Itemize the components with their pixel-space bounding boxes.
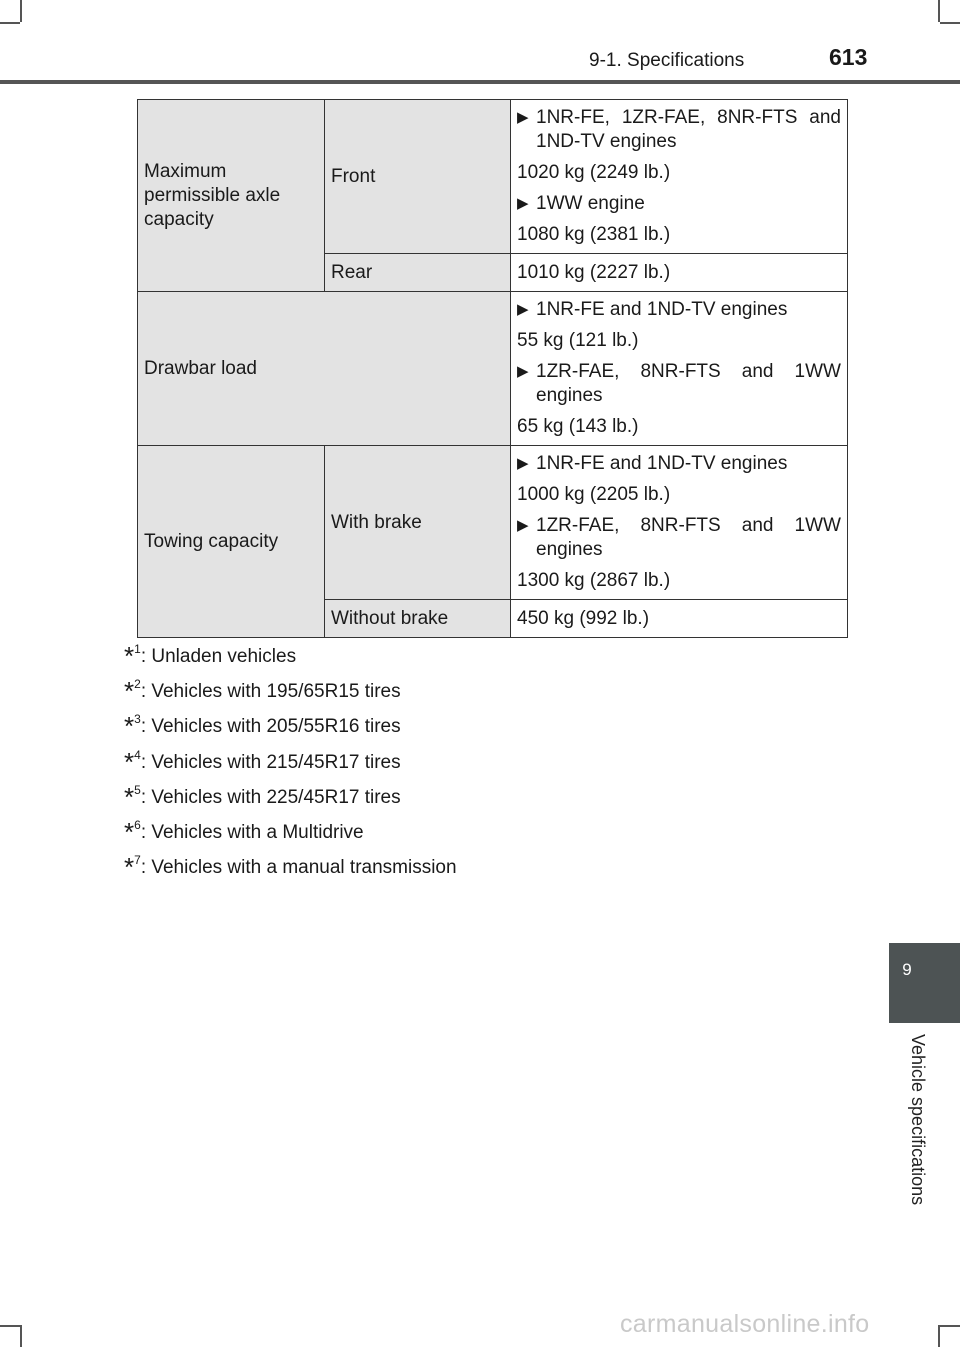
list-item: ▶ 1ZR-FAE, 8NR-FTS and 1WW engines — [517, 515, 841, 560]
value-text: 1080 kg (2381 lb.) — [517, 224, 671, 245]
table-row — [138, 100, 848, 254]
spec-table — [137, 99, 848, 638]
footnotes — [124, 632, 457, 883]
drawbar-load-values — [511, 292, 848, 446]
value-text: 1000 kg (2205 lb.) — [517, 484, 671, 505]
footnote: *$^6$: Vehicles with a Multidrive — [124, 816, 364, 847]
watermark: carmanualsonline.info — [620, 1310, 870, 1338]
with-brake-label: With brake — [325, 446, 511, 600]
crop-mark — [938, 0, 940, 22]
crop-mark — [0, 22, 20, 24]
list-item: ▶ 1WW engine — [517, 193, 645, 214]
crop-mark — [20, 1325, 22, 1347]
crop-mark — [940, 22, 960, 24]
triangle-right-icon: ▶ — [517, 301, 529, 318]
axle-rear-value: 1010 kg (2227 lb.) — [511, 254, 848, 292]
header-rule — [0, 80, 960, 84]
footnote: *$^3$: Vehicles with 205/55R16 tires — [124, 711, 401, 742]
footnote: *$^7$: Vehicles with a manual transmission — [124, 852, 457, 883]
list-item: ▶ 1NR-FE, 1ZR-FAE, 8NR-FTS and 1ND-TV engines — [517, 107, 841, 152]
triangle-right-icon: ▶ — [517, 363, 529, 380]
footnote: *$^4$: Vehicles with 215/45R17 tires — [124, 746, 401, 777]
crop-mark — [0, 1325, 20, 1327]
chapter-label: Vehicle specifications — [908, 1034, 928, 1206]
value-text: 65 kg (143 lb.) — [517, 416, 639, 437]
with-brake-values — [511, 446, 848, 600]
towing-capacity-label: Towing capacity — [138, 446, 325, 638]
value-text: 1020 kg (2249 lb.) — [517, 162, 671, 183]
table-row — [138, 446, 848, 600]
table-row — [138, 292, 848, 446]
crop-mark — [940, 1325, 960, 1327]
footnote: *$^2$: Vehicles with 195/65R15 tires — [124, 676, 401, 707]
triangle-right-icon: ▶ — [517, 517, 529, 534]
list-item: ▶ 1ZR-FAE, 8NR-FTS and 1WW engines — [517, 361, 841, 406]
crop-mark — [20, 0, 22, 22]
footnote: *$^5$: Vehicles with 225/45R17 tires — [124, 781, 401, 812]
drawbar-load-label: Drawbar load — [138, 292, 511, 446]
chapter-number: 9 — [902, 960, 912, 979]
value-text: 55 kg (121 lb.) — [517, 330, 639, 351]
triangle-right-icon: ▶ — [517, 195, 529, 212]
page-number: 613 — [829, 44, 868, 70]
without-brake-value: 450 kg (992 lb.) — [511, 600, 848, 638]
axle-front-values — [511, 100, 848, 254]
axle-front-label: Front — [325, 100, 511, 254]
triangle-right-icon: ▶ — [517, 455, 529, 472]
triangle-right-icon: ▶ — [517, 109, 529, 126]
without-brake-label: Without brake — [325, 600, 511, 638]
chapter-tab — [889, 943, 960, 1023]
footnote: *$^1$: Unladen vehicles — [124, 641, 297, 671]
crop-mark — [938, 1325, 940, 1347]
axle-rear-label: Rear — [325, 254, 511, 292]
value-text: 1300 kg (2867 lb.) — [517, 570, 671, 591]
axle-capacity-label: Maximum permissible axle capacity — [138, 100, 325, 292]
section-title: 9-1. Specifications — [589, 50, 745, 71]
list-item: ▶ 1NR-FE and 1ND-TV engines — [517, 299, 788, 320]
list-item: ▶ 1NR-FE and 1ND-TV engines — [517, 453, 788, 474]
